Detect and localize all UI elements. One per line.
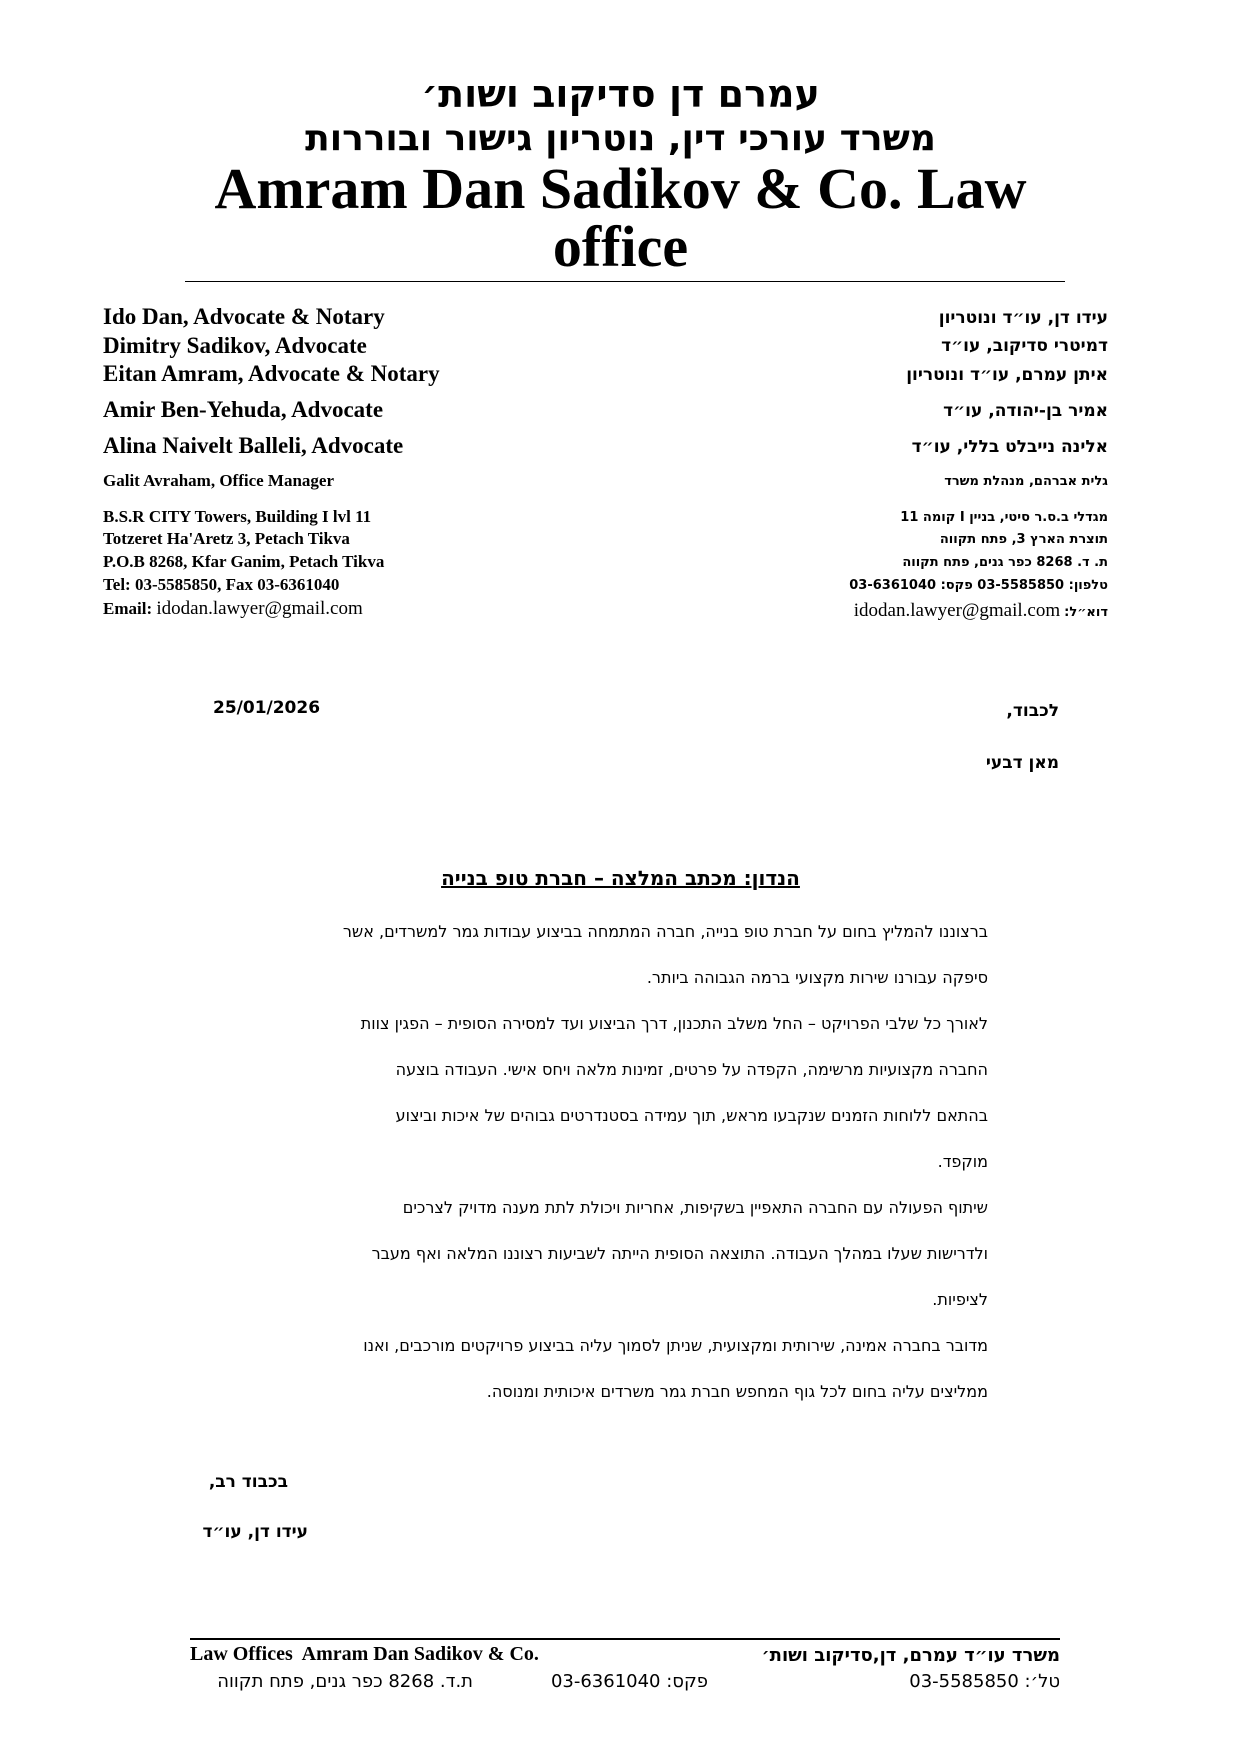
staff-he-ido-dan: עידו דן, עו״ד ונוטריון [938,308,1108,328]
address-he-email-row [854,600,1108,622]
letter-subject: הנדון: מכתב המלצה – חברת טופ בנייה [441,866,800,890]
address-en-line-2: Totzeret Ha'Aretz 3, Petach Tikva [103,529,350,548]
address-he-phone-fax: טלפון: 03-5585850 פקס: 03-6361040 [849,578,1108,593]
footer-firm-hebrew: משרד עו״ד עמרם, דן,סדיקוב ושות׳ [761,1645,1060,1666]
firm-description-hebrew: משרד עורכי דין, נוטריון גישור ובוררות [305,118,936,159]
body-line: מדובר בחברה אמינה, שירותית ומקצועית, שניתן לסמוך עליה בביצוע פרויקטים מורכבים, ואנו [363,1336,988,1355]
letter-closing: בכבוד רב, [208,1472,288,1492]
letter-date: 25/01/2026 [213,698,321,718]
body-line: ולדרישות שעלו במהלך העבודה. התוצאה הסופית הייתה לשביעות רצוננו המלאה ואף מעבר [371,1244,988,1263]
staff-he-dimitry-sadikov: דמיטרי סדיקוב, עו״ד [941,336,1108,356]
footer-fax: פקס: 03-6361040 [550,1671,708,1692]
email-label-en: Email: [103,599,153,618]
body-line: ממליצים עליה בחום לכל גוף המחפש חברת גמר משרדים איכותית ומנוסה. [486,1382,988,1401]
footer-firm-english: Law Offices Amram Dan Sadikov & Co. [190,1643,539,1665]
footer-pob: ת.ד. 8268 כפר גנים, פתח תקווה [217,1671,473,1692]
body-line: בהתאם ללוחות הזמנים שנקבעו מראש, תוך עמידה בסטנדרטים גבוהים של איכות וביצוע [395,1106,988,1125]
staff-en-eitan-amram: Eitan Amram, Advocate & Notary [103,361,440,386]
email-link-he[interactable]: idodan.lawyer@gmail.com [853,600,1061,621]
body-line: ברצוננו להמליץ בחום על חברת טופ בנייה, חברה המתמחה בביצוע עבודות גמר למשרדים, אשר [342,922,988,941]
staff-en-galit-avraham: Galit Avraham, Office Manager [103,471,335,490]
email-link-en[interactable]: idodan.lawyer@gmail.com [156,598,363,619]
address-en-line-1: B.S.R CITY Towers, Building I lvl 11 [103,507,372,526]
letter-recipient: מאן דבעי [985,753,1059,773]
staff-he-eitan-amram: איתן עמרם, עו״ד ונוטריון [906,365,1108,385]
header-divider [185,281,1065,282]
address-he-line-1: מגדלי ב.ס.ר סיטי, בניין I קומה 11 [900,510,1108,525]
staff-en-dimitry-sadikov: Dimitry Sadikov, Advocate [103,333,367,358]
address-he-line-2: תוצרת הארץ 3, פתח תקווה [939,532,1108,547]
address-he-line-3: ת. ד. 8268 כפר גנים, פתח תקווה [902,555,1108,570]
firm-name-english-cont: office [552,214,689,279]
body-line: לאורך כל שלבי הפרויקט – החל משלב התכנון, דרך הביצוע ועד למסירה הסופית – הפגין צוות [360,1014,988,1033]
staff-he-galit-avraham: גלית אברהם, מנהלת משרד [944,474,1108,489]
staff-he-alina-naivelt: אלינה נייבלט בללי, עו״ד [911,437,1108,457]
letter-signature: עידו דן, עו״ד [202,1522,308,1542]
body-line: סיפקה עבורנו שירות מקצועי ברמה הגבוהה ביותר. [646,968,988,987]
staff-en-amir-ben-yehuda: Amir Ben-Yehuda, Advocate [103,397,384,422]
staff-he-amir-ben-yehuda: אמיר בן-יהודה, עו״ד [943,401,1108,421]
body-line: מוקפד. [937,1152,988,1171]
staff-en-alina-naivelt: Alina Naivelt Balleli, Advocate [103,433,404,458]
address-en-line-3: P.O.B 8268, Kfar Ganim, Petach Tikva [103,552,385,571]
firm-name-english: Amram Dan Sadikov & Co. Law [214,156,1027,221]
body-line: החברה מקצועיות מרשימה, הקפדה על פרטים, זמינות מלאה ויחס אישי. העבודה בוצעה [395,1060,988,1079]
body-line: שיתוף הפעולה עם החברה התאפיין בשקיפות, אחריות ויכולת לתת מענה מדויק לצרכים [402,1198,988,1217]
body-line: לציפיות. [932,1290,988,1309]
footer-divider [190,1638,1060,1640]
footer-phone: טל׳: 03-5585850 [909,1671,1060,1692]
letter-salutation: לכבוד, [1006,701,1059,721]
address-en-email-row [103,598,363,620]
staff-en-ido-dan: Ido Dan, Advocate & Notary [103,304,385,329]
email-label-he: דוא״ל: [1064,605,1108,620]
address-en-phone-fax: Tel: 03-5585850, Fax 03-6361040 [103,575,340,594]
firm-name-hebrew: עמרם דן סדיקוב ושות׳ [421,72,820,116]
